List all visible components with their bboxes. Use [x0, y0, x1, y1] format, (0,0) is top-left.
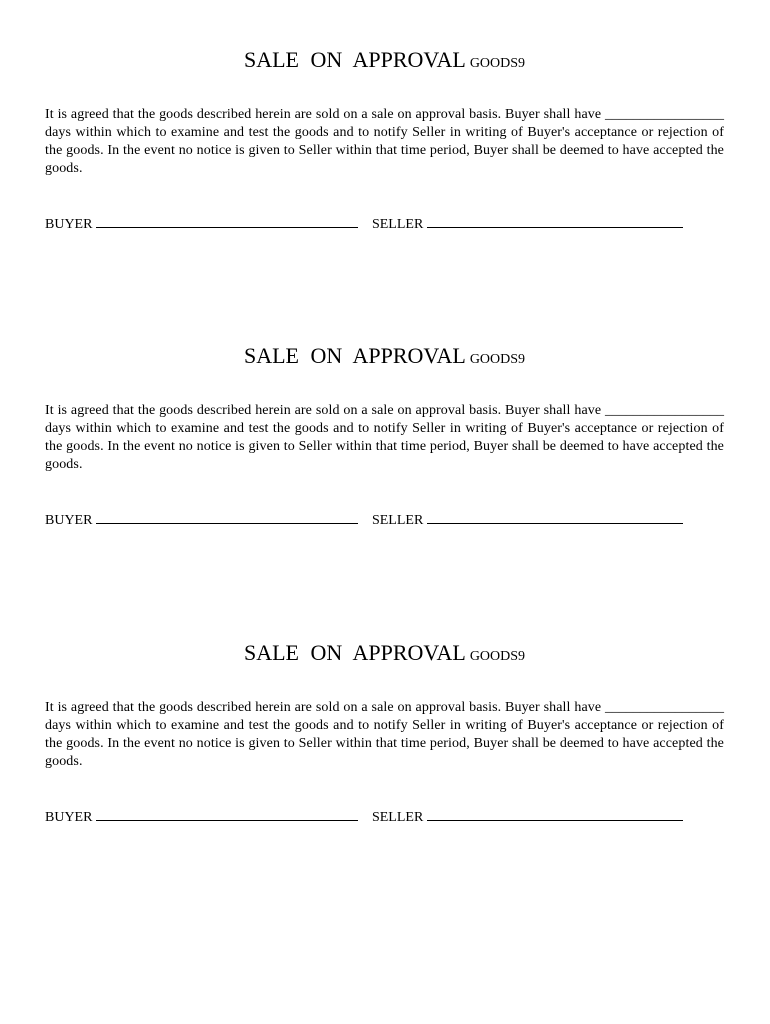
agreement-paragraph — [45, 402, 724, 474]
sale-on-approval-form-3 — [45, 641, 724, 841]
signature-row — [45, 807, 724, 827]
seller-signature-line[interactable] — [427, 214, 683, 228]
seller-signature-line[interactable] — [427, 807, 683, 821]
agreement-text-start: It is agreed that the goods described herein are sold on a sale on approval basis. Buyer shall have — [45, 107, 605, 122]
agreement-text-start: It is agreed that the goods described herein are sold on a sale on approval basis. Buyer shall have — [45, 403, 605, 418]
form-title — [45, 641, 724, 669]
agreement-paragraph — [45, 106, 724, 178]
form-title-text: SALE ON APPROVAL — [243, 47, 466, 72]
seller-label: SELLER — [371, 217, 424, 232]
form-title — [45, 48, 724, 76]
buyer-label: BUYER — [45, 810, 93, 825]
seller-label: SELLER — [371, 810, 424, 825]
signature-row — [45, 214, 724, 234]
days-blank-field[interactable]: _________________ — [605, 700, 724, 715]
buyer-label: BUYER — [45, 513, 93, 528]
form-code: GOODS9 — [469, 56, 526, 71]
agreement-text-start: It is agreed that the goods described herein are sold on a sale on approval basis. Buyer shall have — [45, 700, 605, 715]
agreement-text-end: days within which to examine and test the goods and to notify Seller in writing of Buyer's acceptance or rejection of the goods. In the event no notice is given to Seller within that time period, Buyer shall be deemed to have accepted the goods. — [45, 718, 724, 769]
buyer-label: BUYER — [45, 217, 93, 232]
seller-label: SELLER — [371, 513, 424, 528]
seller-signature-line[interactable] — [427, 510, 683, 524]
form-title — [45, 344, 724, 372]
agreement-paragraph — [45, 699, 724, 771]
signature-row — [45, 510, 724, 530]
buyer-signature-line[interactable] — [96, 807, 358, 821]
form-title-text: SALE ON APPROVAL — [243, 343, 466, 368]
form-code: GOODS9 — [469, 649, 526, 664]
days-blank-field[interactable]: _________________ — [605, 403, 724, 418]
sale-on-approval-form-1 — [45, 48, 724, 248]
buyer-signature-line[interactable] — [96, 510, 358, 524]
form-code: GOODS9 — [469, 352, 526, 367]
agreement-text-end: days within which to examine and test the goods and to notify Seller in writing of Buyer's acceptance or rejection of the goods. In the event no notice is given to Seller within that time period, Buyer shall be deemed to have accepted the goods. — [45, 125, 724, 176]
form-title-text: SALE ON APPROVAL — [243, 640, 466, 665]
sale-on-approval-form-2 — [45, 344, 724, 544]
buyer-signature-line[interactable] — [96, 214, 358, 228]
days-blank-field[interactable]: _________________ — [605, 107, 724, 122]
agreement-text-end: days within which to examine and test the goods and to notify Seller in writing of Buyer's acceptance or rejection of the goods. In the event no notice is given to Seller within that time period, Buyer shall be deemed to have accepted the goods. — [45, 421, 724, 472]
